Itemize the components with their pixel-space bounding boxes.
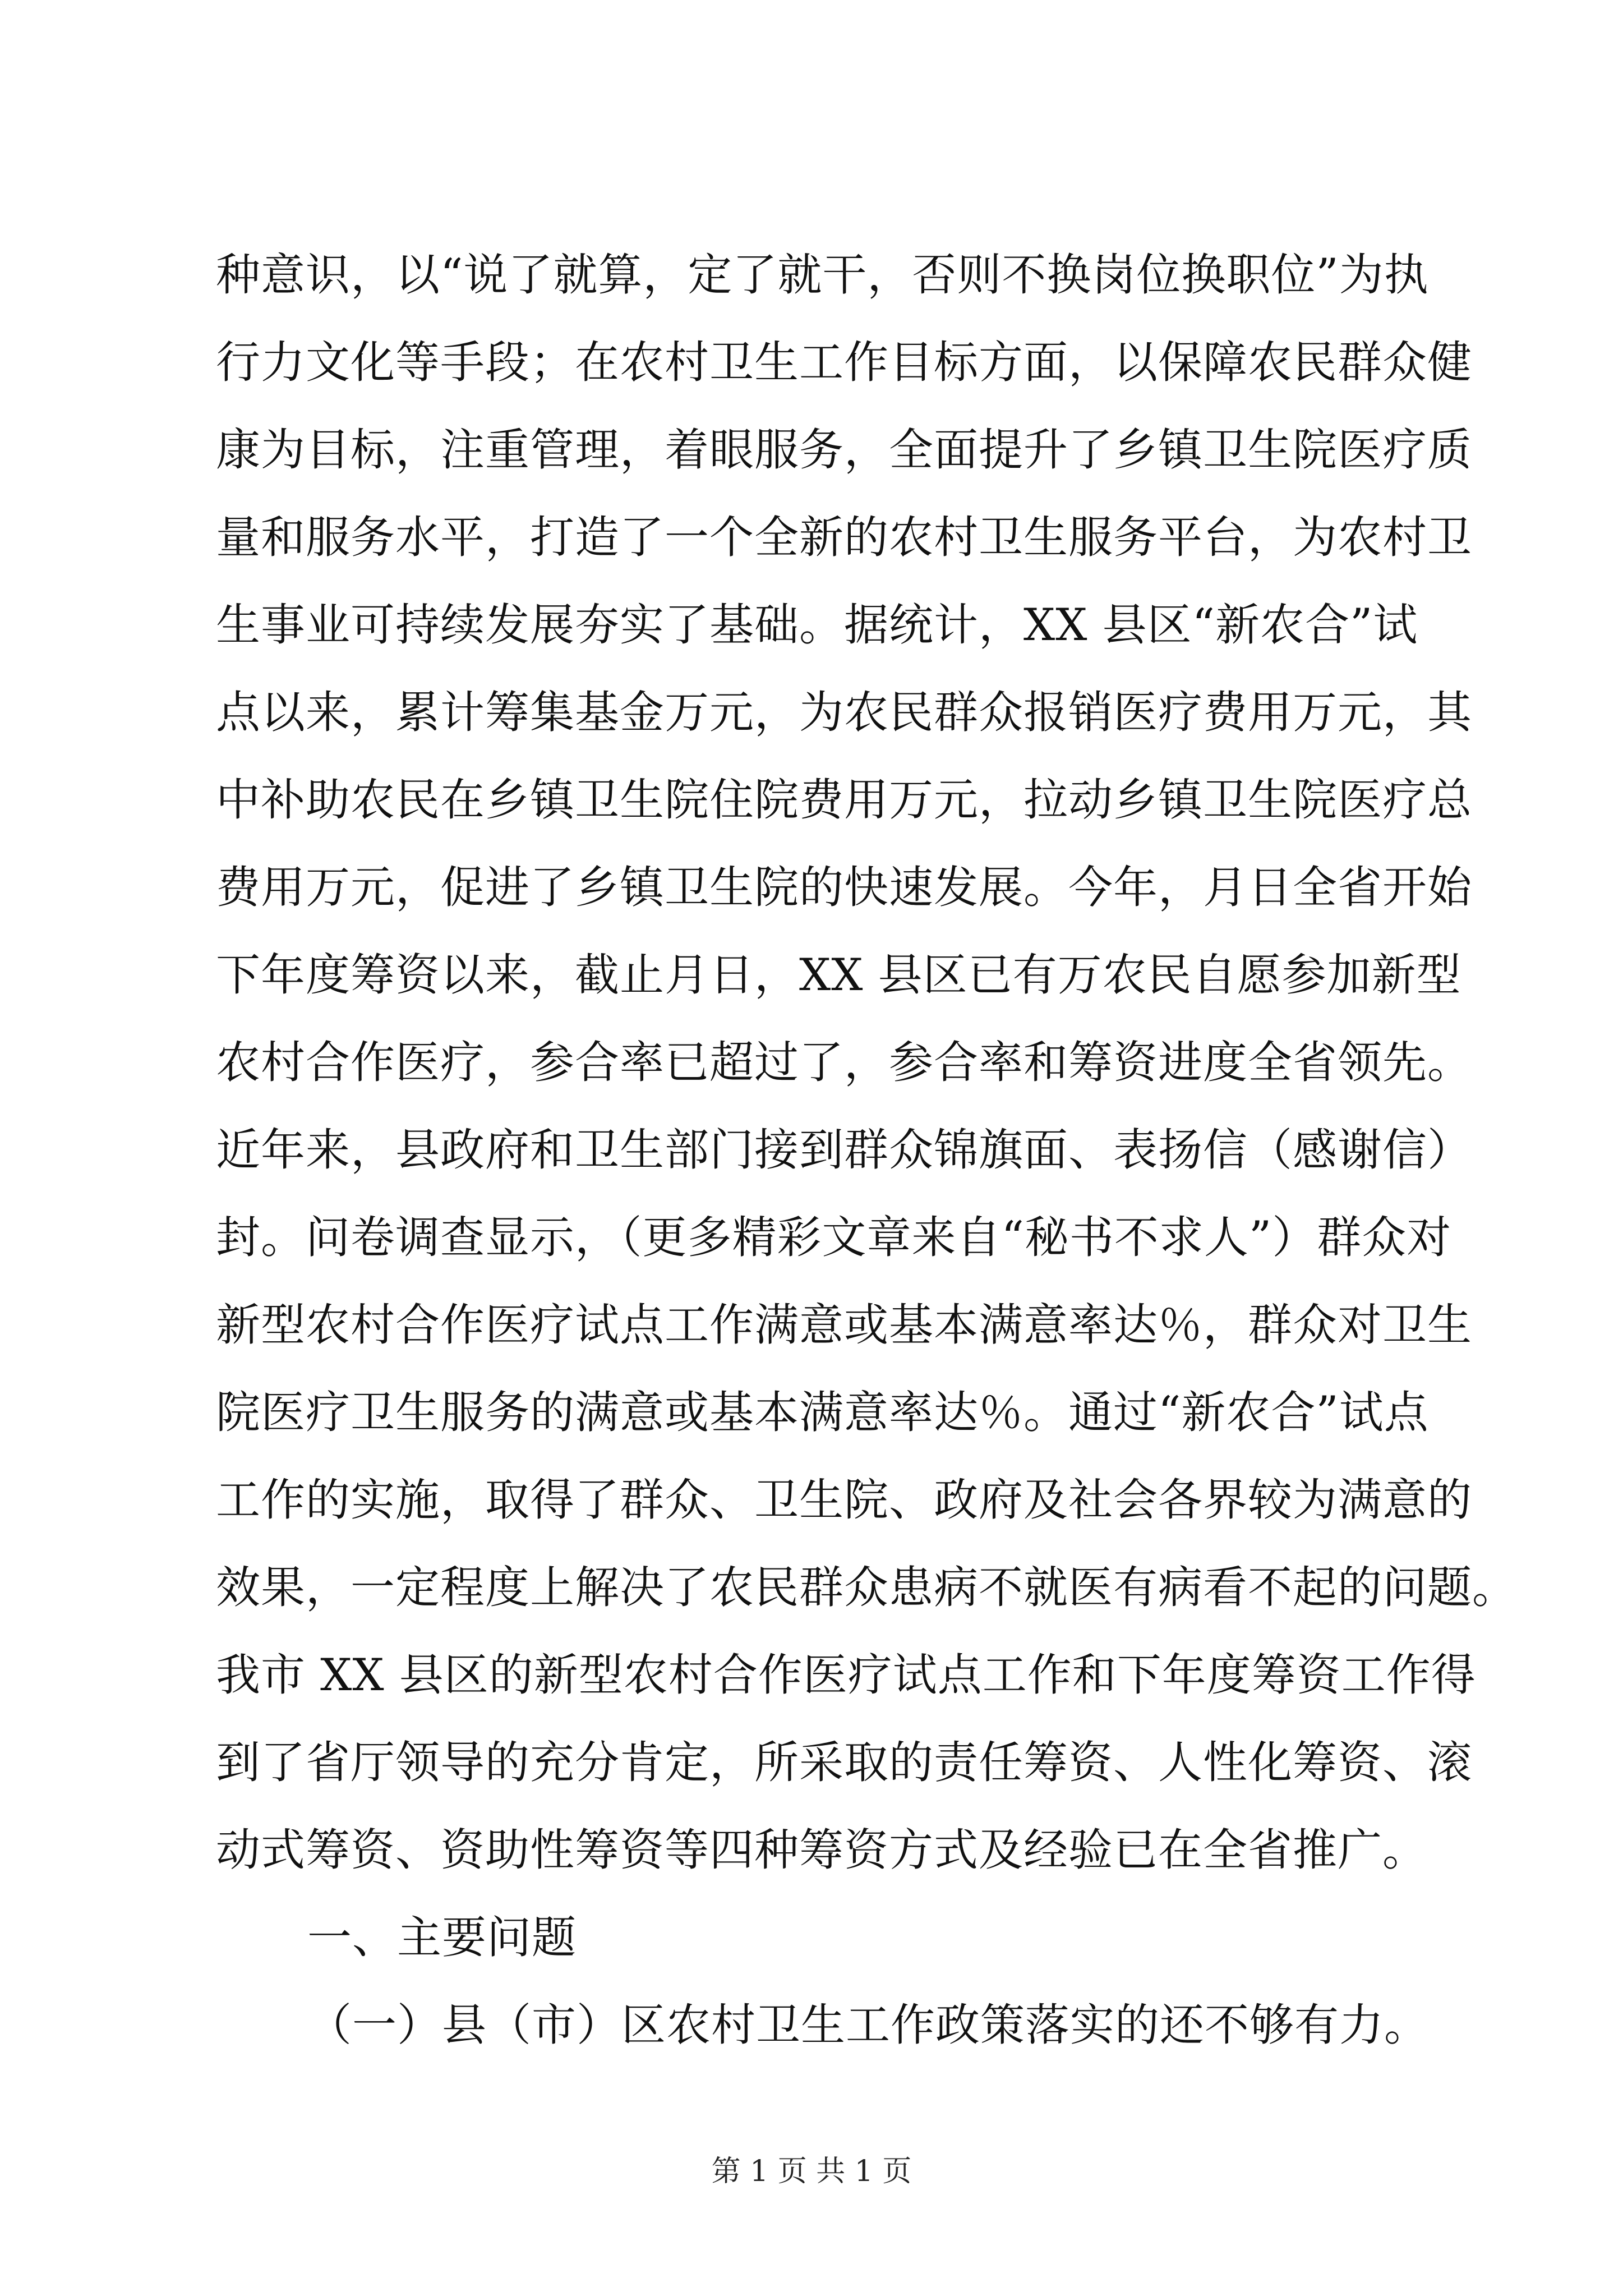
body-line: 院医疗卫生服务的满意或基本满意率达％。通过“新农合”试点 [216,1387,1429,1438]
subsection-heading: （一）县（市）区农村卫生工作政策落实的还不够有力。 [307,1999,1429,2051]
section-heading: 一、主要问题 [307,1912,577,1963]
page-footer: 第 1 页 共 1 页 [711,2155,912,2188]
body-line: 工作的实施，取得了群众、卫生院、政府及社会各界较为满意的 [216,1474,1472,1526]
body-line: 量和服务水平，打造了一个全新的农村卫生服务平台，为农村卫 [216,512,1472,563]
body-line: 种意识，以“说了就算，定了就干，否则不换岗位换职位”为执 [216,249,1429,301]
body-line: 中补助农民在乡镇卫生院住院费用万元，拉动乡镇卫生院医疗总 [216,774,1472,826]
body-line: 动式筹资、资助性筹资等四种筹资方式及经验已在全省推广。 [216,1824,1427,1876]
body-line: 我市 XX 县区的新型农村合作医疗试点工作和下年度筹资工作得 [216,1649,1476,1701]
body-line: 行力文化等手段；在农村卫生工作目标方面，以保障农民群众健 [216,337,1472,388]
body-line: 近年来，县政府和卫生部门接到群众锦旗面、表扬信（感谢信） [216,1124,1472,1176]
body-line: 下年度筹资以来，截止月日，XX 县区已有万农民自愿参加新型 [216,949,1461,1001]
body-line: 到了省厅领导的充分肯定，所采取的责任筹资、人性化筹资、滚 [216,1737,1472,1788]
body-line: 新型农村合作医疗试点工作满意或基本满意率达％，群众对卫生 [216,1299,1472,1351]
body-line: 效果，一定程度上解决了农民群众患病不就医有病看不起的问题。 [216,1562,1517,1613]
body-line: 点以来，累计筹集基金万元，为农民群众报销医疗费用万元，其 [216,687,1472,738]
body-line: 费用万元，促进了乡镇卫生院的快速发展。今年，月日全省开始 [216,862,1472,913]
body-line: 生事业可持续发展夯实了基础。据统计，XX 县区“新农合”试 [216,599,1418,651]
body-line: 封。问卷调查显示，（更多精彩文章来自“秘书不求人”）群众对 [216,1212,1452,1263]
body-line: 康为目标，注重管理，着眼服务，全面提升了乡镇卫生院医疗质 [216,424,1472,476]
body-line: 农村合作医疗，参合率已超过了，参合率和筹资进度全省领先。 [216,1037,1472,1088]
